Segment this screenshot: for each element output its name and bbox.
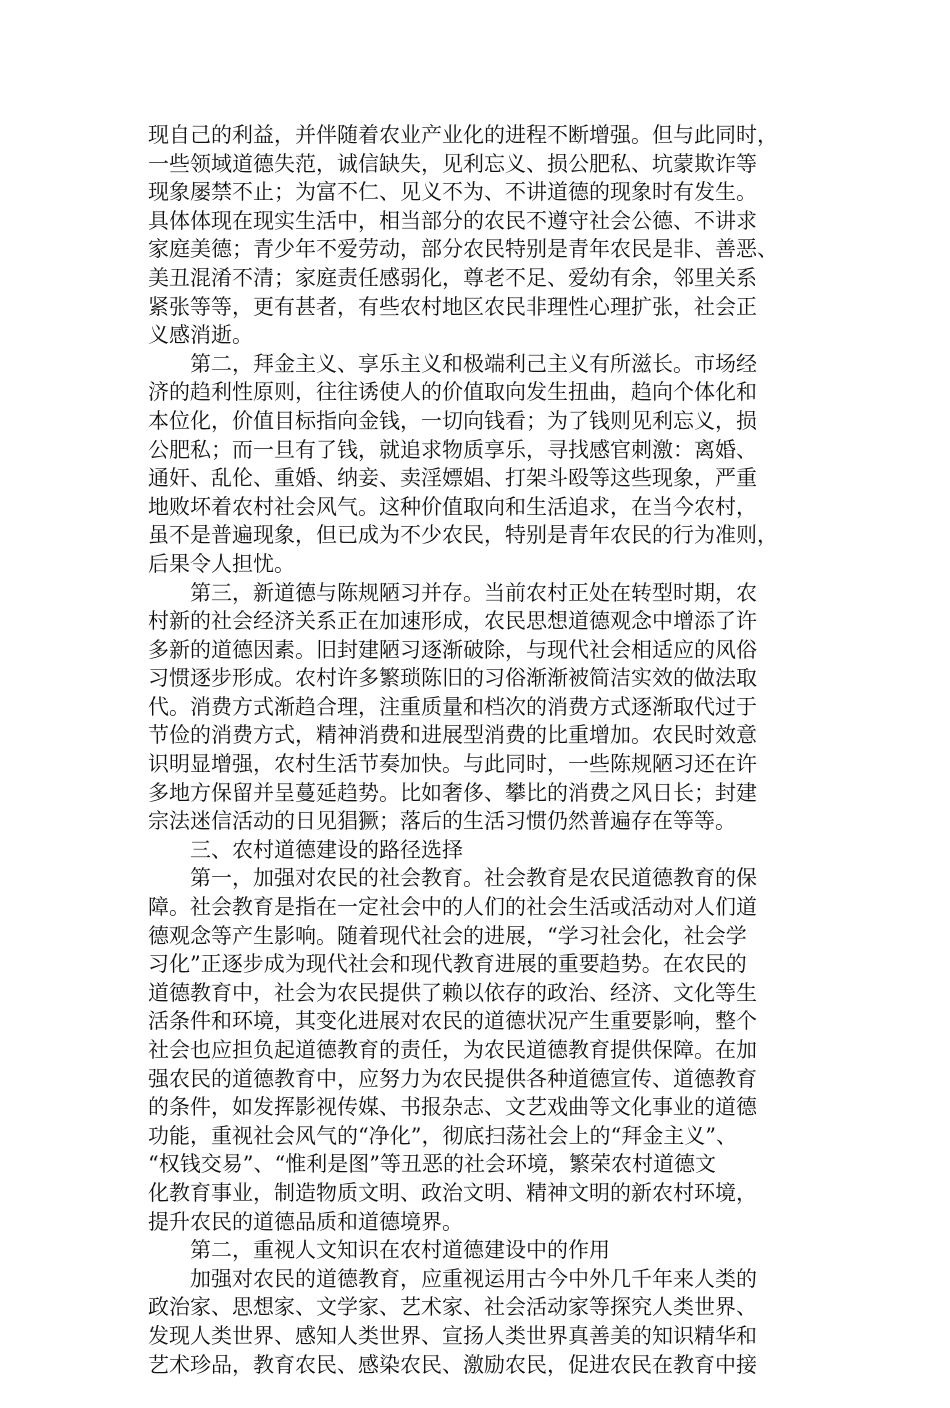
- text-line: 一些领域道德失范，诚信缺失，见利忘义、损公肥私、坑蒙欺诈等: [148, 151, 757, 176]
- text-line: 强农民的道德教育中，应努力为农民提供各种道德宣传、道德教育: [148, 1066, 757, 1091]
- text-line: 宗法迷信活动的日见猖獗；落后的生活习惯仍然普遍存在等等。: [148, 809, 736, 834]
- text-line: 的条件，如发挥影视传媒、书报杂志、文艺戏曲等文化事业的道德: [148, 1095, 757, 1120]
- text-line: 障。社会教育是指在一定社会中的人们的社会生活或活动对人们道: [148, 895, 757, 920]
- text-line: 本位化，价值目标指向金钱，一切向钱看；为了钱则见利忘义，损: [148, 408, 757, 433]
- text-line: 政治家、思想家、文学家、艺术家、社会活动家等探究人类世界、: [148, 1295, 757, 1320]
- text-line: 提升农民的道德品质和道德境界。: [148, 1209, 463, 1234]
- text-line: 习化”正逐步成为现代社会和现代教育进展的重要趋势。在农民的: [148, 952, 747, 977]
- text-line: “权钱交易”、“惟利是图”等丑恶的社会环境，繁荣农村道德文: [148, 1152, 716, 1177]
- text-line: 节俭的消费方式，精神消费和进展型消费的比重增加。农民时效意: [148, 723, 757, 748]
- text-line: 公肥私；而一旦有了钱，就追求物质享乐，寻找感官刺激：离婚、: [148, 437, 757, 462]
- text-line: 德观念等产生影响。随着现代社会的进展，“学习社会化，社会学: [148, 923, 747, 948]
- text-line: 义感消逝。: [148, 323, 253, 348]
- text-line: 第二，拜金主义、享乐主义和极端利己主义有所滋长。市场经: [148, 351, 757, 376]
- subsection-heading: 加强对农民的道德教育，应重视运用古今中外几千年来人类的: [148, 1266, 757, 1291]
- text-line: 道德教育中，社会为农民提供了赖以依存的政治、经济、文化等生: [148, 980, 757, 1005]
- text-line: 紧张等等，更有甚者，有些农村地区农民非理性心理扩张，社会正: [148, 294, 757, 319]
- text-line: 识明显增强，农村生活节奏加快。与此同时，一些陈规陋习还在许: [148, 752, 757, 777]
- text-line: 多地方保留并呈蔓延趋势。比如奢侈、攀比的消费之风日长；封建: [148, 780, 757, 805]
- text-line: 第三，新道德与陈规陋习并存。当前农村正处在转型时期，农: [148, 580, 757, 605]
- text-line: 多新的道德因素。旧封建陋习逐渐破除，与现代社会相适应的风俗: [148, 637, 757, 662]
- text-line: 化教育事业，制造物质文明、政治文明、精神文明的新农村环境，: [148, 1180, 757, 1205]
- text-line: 地败坏着农村社会风气。这种价值取向和生活追求，在当今农村，: [148, 494, 757, 519]
- text-line: 第一，加强对农民的社会教育。社会教育是农民道德教育的保: [148, 866, 757, 891]
- text-line: 通奸、乱伦、重婚、纳妾、卖淫嫖娼、打架斗殴等这些现象，严重: [148, 466, 757, 491]
- text-line: 发现人类世界、感知人类世界、宣扬人类世界真善美的知识精华和: [148, 1323, 757, 1348]
- text-line: 家庭美德；青少年不爱劳动，部分农民特别是青年农民是非、善恶、: [148, 237, 778, 262]
- text-line: 济的趋利性原则，往往诱使人的价值取向发生扭曲，趋向个体化和: [148, 380, 757, 405]
- text-line: [148, 1379, 820, 1408]
- body-text: [148, 121, 820, 1408]
- text-line: 第二，重视人文知识在农村道德建设中的作用: [148, 1238, 610, 1263]
- text-line: 具体体现在现实生活中，相当部分的农民不遵守社会公德、不讲求: [148, 208, 757, 233]
- text-line: 现自己的利益，并伴随着农业产业化的进程不断增强。但与此同时，: [148, 123, 778, 147]
- text-line: 村新的社会经济关系正在加速形成，农民思想道德观念中增添了许: [148, 609, 757, 634]
- text-line: 代。消费方式渐趋合理，注重质量和档次的消费方式逐渐取代过于: [148, 694, 757, 719]
- text-line: 功能，重视社会风气的“净化”，彻底扫荡社会上的“拜金主义”、: [148, 1123, 737, 1148]
- text-line: 活条件和环境，其变化进展对农民的道德状况产生重要影响，整个: [148, 1009, 757, 1034]
- text-line: 社会也应担负起道德教育的责任，为农民道德教育提供保障。在加: [148, 1038, 757, 1062]
- section-heading: 三、农村道德建设的路径选择: [148, 837, 463, 862]
- text-line: 现象屡禁不止；为富不仁、见义不为、不讲道德的现象时有发生。: [148, 180, 757, 205]
- text-line: 习惯逐步形成。农村许多繁琐陈旧的习俗渐渐被简洁实效的做法取: [148, 666, 757, 691]
- text-line: 美丑混淆不清；家庭责任感弱化，尊老不足、爱幼有余，邻里关系: [148, 265, 757, 290]
- text-line: 虽不是普遍现象，但已成为不少农民，特别是青年农民的行为准则，: [148, 523, 778, 548]
- text-line: 后果令人担忧。: [148, 551, 295, 576]
- text-line: 艺术珍品，教育农民、感染农民、激励农民，促进农民在教育中接: [148, 1352, 757, 1377]
